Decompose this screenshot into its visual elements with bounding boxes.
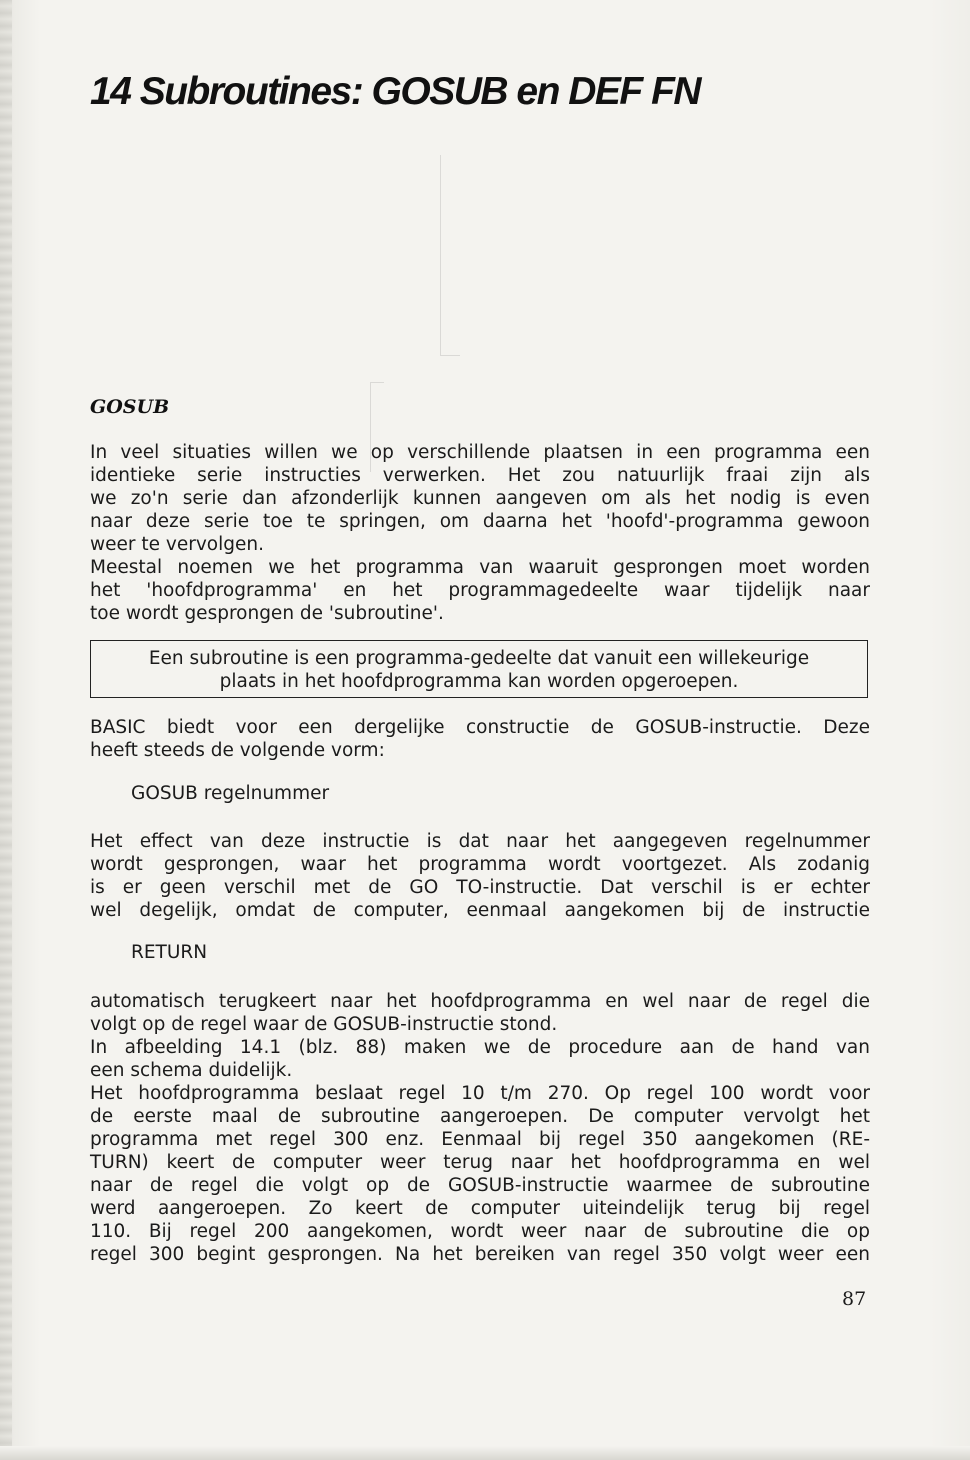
text-line: programma met regel 300 enz. Eenmaal bij regel 350 aangekomen (RE- (90, 1129, 870, 1150)
text-line: TURN) keert de computer weer terug naar het hoofdprogramma en wel (90, 1152, 870, 1173)
text-line: Het hoofdprogramma beslaat regel 10 t/m 270. Op regel 100 wordt voor (90, 1083, 870, 1104)
text-line: wordt gesprongen, waar het programma wordt voortgezet. Als zodanig (90, 854, 870, 875)
definition-line: Een subroutine is een programma-gedeelte dat vanuit een willekeurige (148, 648, 810, 669)
definition-line: plaats in het hoofdprogramma kan worden opgeroepen. (219, 671, 739, 692)
return-syntax: RETURN (131, 942, 208, 963)
text-line: regel 300 begint gesprongen. Na het bereiken van regel 350 volgt weer een (90, 1244, 870, 1265)
paragraph-after-return (90, 990, 870, 1036)
paragraph-intro (90, 441, 870, 556)
text-line: naar deze serie toe te springen, om daarna het 'hoofd'-programma gewoon (90, 511, 870, 532)
text-line: weer te vervolgen. (90, 534, 264, 555)
text-line: Het effect van deze instructie is dat naar het aangegeven regelnummer (90, 831, 870, 852)
chapter-title: 14 Subroutines: GOSUB en DEF FN (90, 70, 701, 113)
text-line: naar de regel die volgt op de GOSUB-instructie waarmee de subroutine (90, 1175, 870, 1196)
text-line: we zo'n serie dan afzonderlijk kunnen aangeven om als het nodig is even (90, 488, 870, 509)
text-line: BASIC biedt voor een dergelijke constructie de GOSUB-instructie. Deze (90, 717, 870, 738)
text-line: werd aangeroepen. Zo keert de computer uiteindelijk terug bij regel (90, 1198, 870, 1219)
paragraph-walkthrough (90, 1082, 870, 1266)
text-line: 110. Bij regel 200 aangekomen, wordt weer naar de subroutine die op (90, 1221, 870, 1242)
definition-box (90, 640, 868, 698)
page-binding-edge (0, 0, 12, 1460)
text-line: volgt op de regel waar de GOSUB-instructie stond. (90, 1014, 558, 1035)
text-line: heeft steeds de volgende vorm: (90, 740, 385, 761)
text-line: In veel situaties willen we op verschillende plaatsen in een programma een (90, 442, 870, 463)
text-line: de eerste maal de subroutine aangeroepen. De computer vervolgt het (90, 1106, 870, 1127)
text-line: een schema duidelijk. (90, 1060, 293, 1081)
text-line: automatisch terugkeert naar het hoofdprogramma en wel naar de regel die (90, 991, 870, 1012)
gosub-syntax: GOSUB regelnummer (131, 783, 330, 804)
paragraph-effect (90, 830, 870, 922)
show-through-shadow (250, 70, 810, 460)
text-line: is er geen verschil met de GO TO-instructie. Dat verschil is er echter (90, 877, 870, 898)
paragraph-naming (90, 556, 870, 625)
section-heading: GOSUB (90, 396, 170, 418)
paragraph-figure-ref (90, 1036, 870, 1082)
text-line: wel degelijk, omdat de computer, eenmaal aangekomen bij de instructie (90, 900, 870, 921)
text-line: identieke serie instructies verwerken. Het zou natuurlijk fraai zijn als (90, 465, 870, 486)
paragraph-basic (90, 716, 870, 762)
page-bottom-edge (0, 1446, 970, 1460)
page-number: 87 (842, 1288, 867, 1310)
text-line: In afbeelding 14.1 (blz. 88) maken we de procedure aan de hand van (90, 1037, 870, 1058)
text-line: toe wordt gesprongen de 'subroutine'. (90, 603, 444, 624)
text-line: Meestal noemen we het programma van waaruit gesprongen moet worden (90, 557, 870, 578)
text-line: het 'hoofdprogramma' en het programmagedeelte waar tijdelijk naar (90, 580, 870, 601)
